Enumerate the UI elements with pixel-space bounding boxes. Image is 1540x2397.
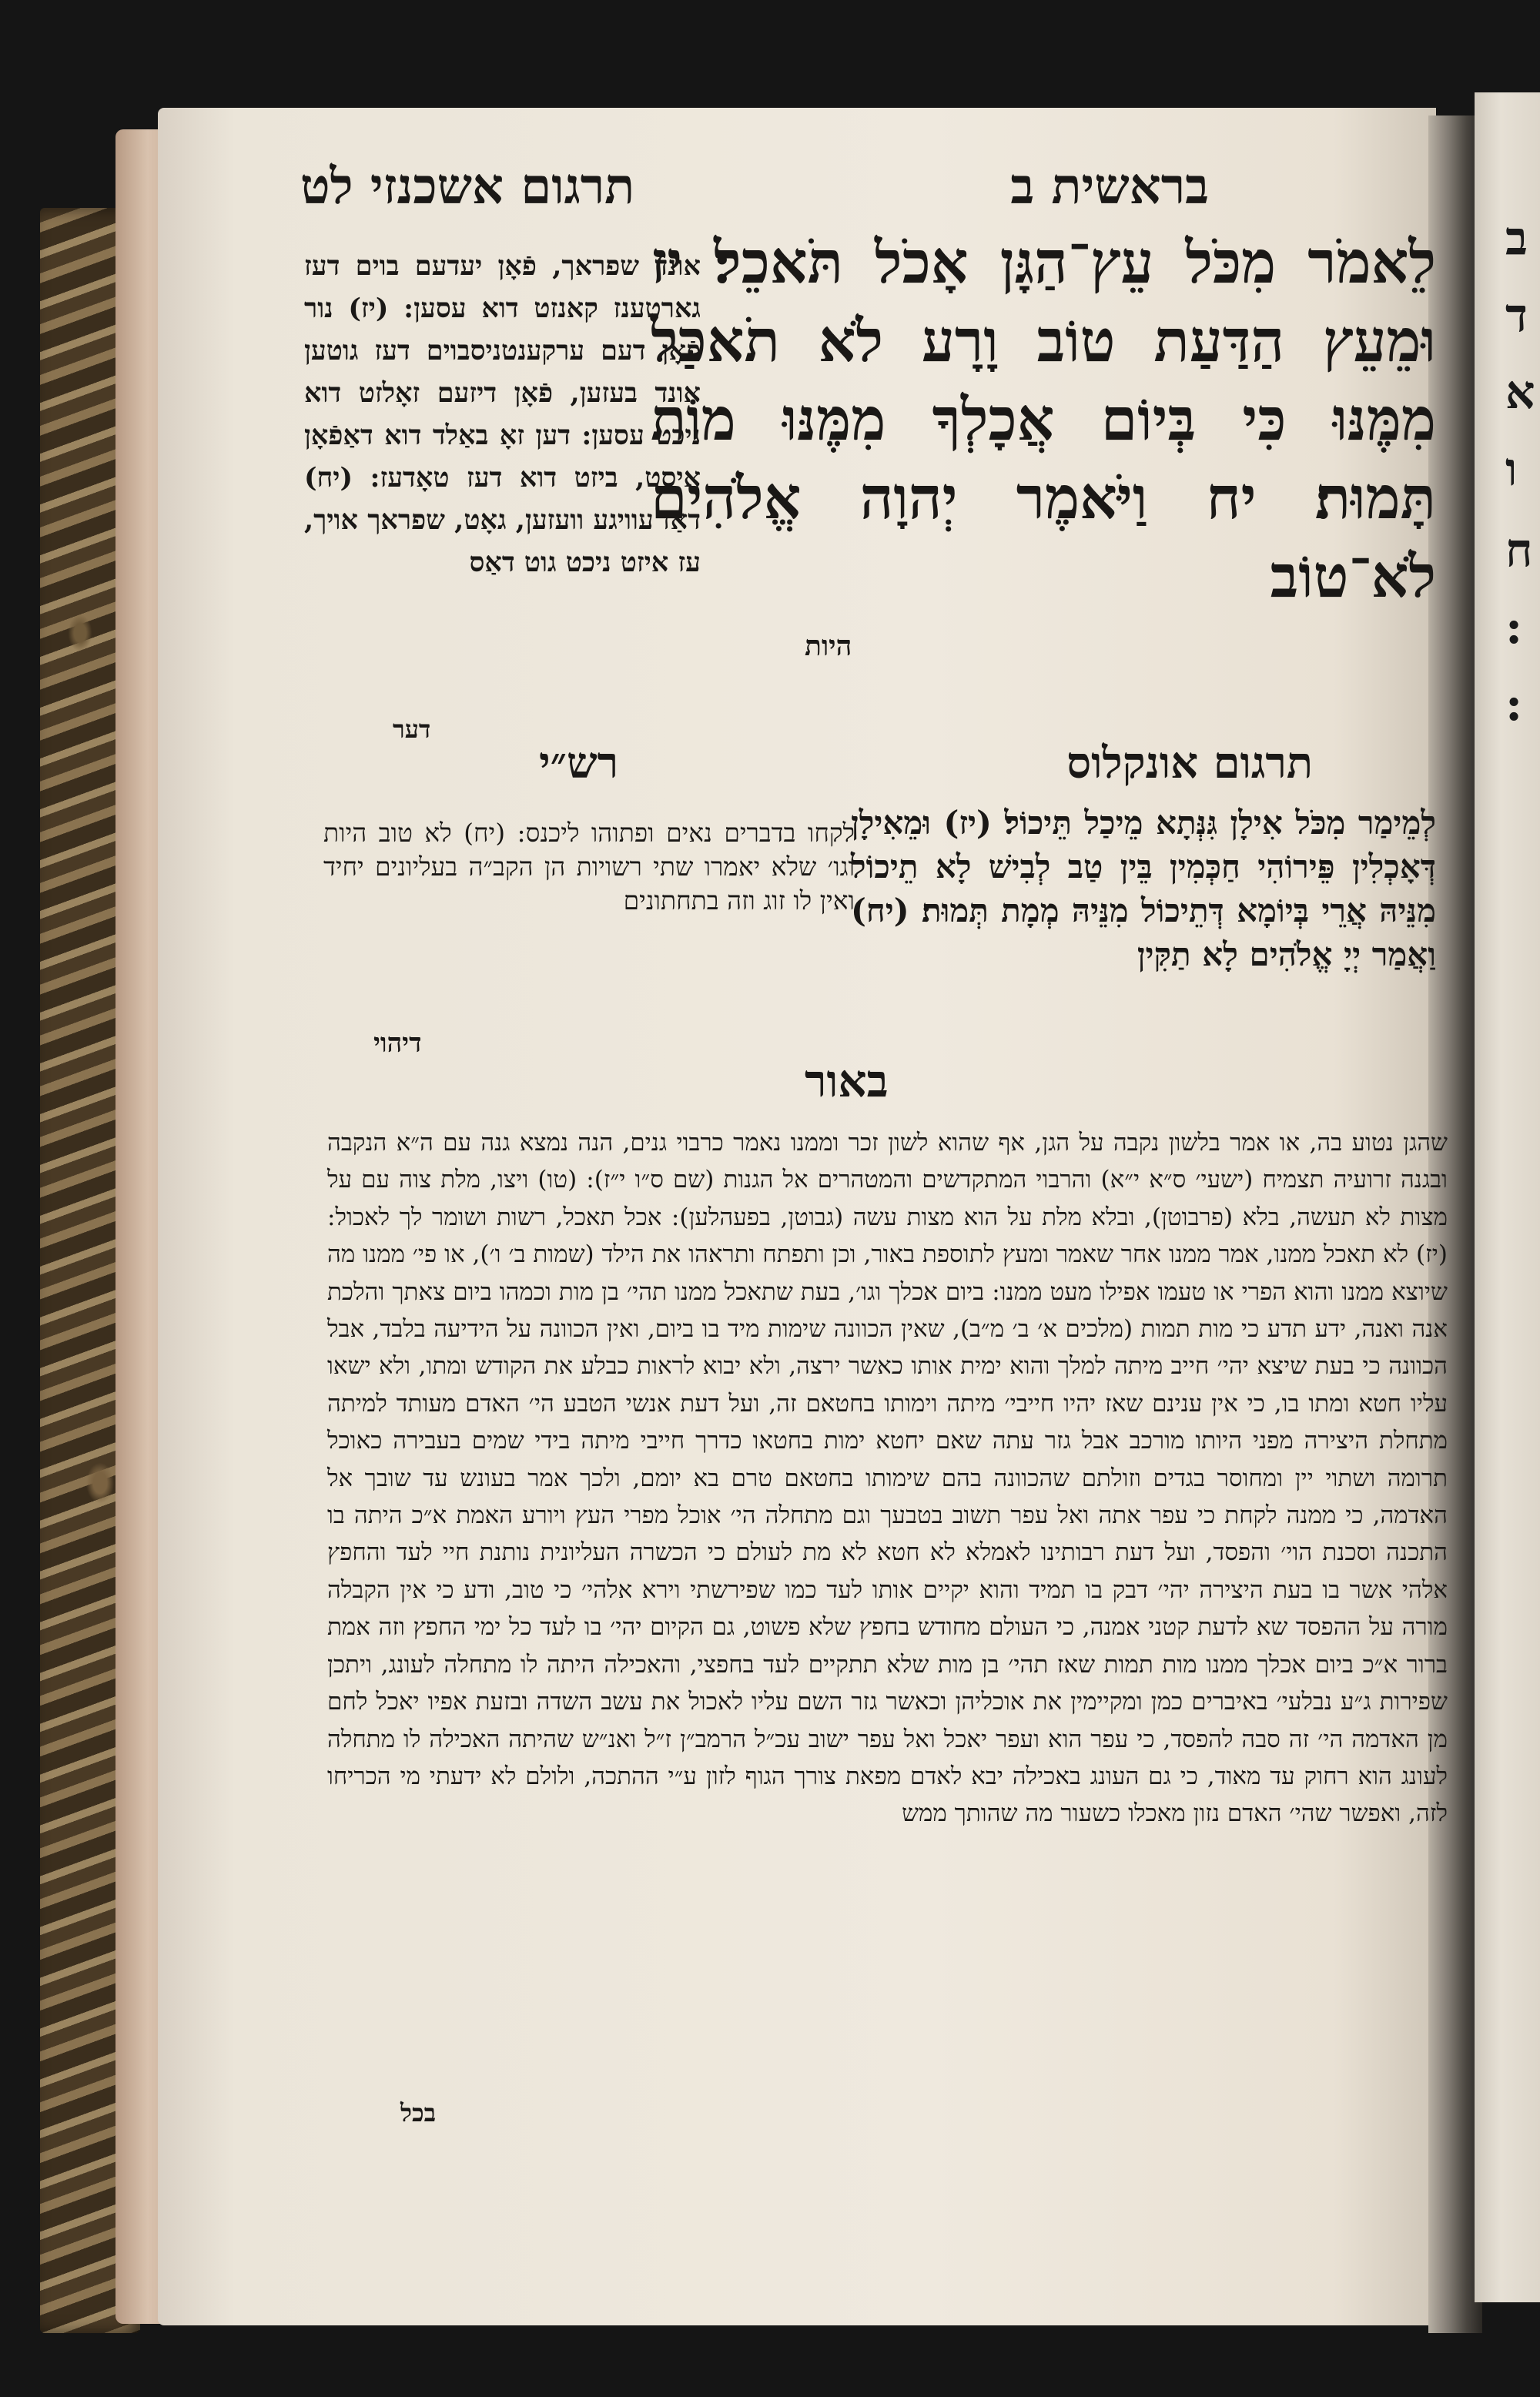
rashi-text: לקחו בדברים נאים ופתוהו ליכנס: (יח) לא טוב היות וגו׳ שלא יאמרו שתי רשויות הן הקב״ה בעליונים יחיד ואין לו זוג וזה בתחתונים xyxy=(323,818,855,916)
next-page-edge xyxy=(1475,92,1540,2302)
onkelos-text: לְמֵימַר מִכֹּל אִילָן גִּנְּתָא מֵיכַל תֵּיכוֹל׃ (יז) וּמֵאִילָן דְּאָכְלִין פֵּירוֹהִי חַכְּמִין בֵּין טַב לְבִישׁ לָא תֵיכוֹל מִנֵּיהּ אֲרֵי בְּיוֹמָא דְּתֵיכוֹל מִנֵּיהּ מְמָת תְּמוּת׃ (יח) וַאֲמַר יְיָ אֱלֹהִים לָא תַקִּין xyxy=(851,804,1436,973)
next-page-glyph: ד xyxy=(1505,289,1528,343)
catchword-yiddish: דער xyxy=(393,715,431,744)
biur-text: שהגן נטוע בה, או אמר בלשון נקבה על הגן, אף שהוא לשון זכר וממנו נאמר כרבוי גנים, הנה נמצא גנה עם ה״א הנקבה ובגנה זרועיה תצמיח (ישעי׳ ס״א י״א) והרבוי המתקדשים והמטהרים אל הגנות (שם ס״ו י״ז): (טו) ויצו, מלת צוה עם על מצות לא תעשה, בלא (פרבוטן), ובלא מלת על הוא מצות עשה (גבוטן, בפעהלען): אכל תאכל, רשות ושומר לך לאכול: (יז) לא תאכל ממנו, אמר ממנו אחר שאמר ומעץ לתוספת באור, וכן ותפתח ותראהו את הילד (שמות ב׳ ו׳), או פי׳ ממנו מה שיוצא ממנו והוא הפרי או טעמו אפילו מעט ממנו: ביום אכלך וגו׳, בעת שתאכל ממנו תהי׳ בן מות וכמהו ביום צאתך והלכת אנה ואנה, ידע תדע כי מות תמות (מלכים א׳ ב׳ מ״ב), שאין הכוונה שימות מיד בו ביום, ואין הכוונה על הידיעה בלבד, אבל הכוונה כי בעת שיצא יהי׳ חייב מיתה למלך והוא ימית אותו כאשר ירצה, ולא יבוא לראות כבלע את הקודש ומתו, ולא ישאו עליו חטא ומתו בו, כי אין ענינם שאז יהיו חייבי׳ מיתה וימותו בחטאם זה, ועל דעת אנשי הטבע הי׳ האדם מעותד למיתה מתחלת היצירה מפני היותו מורכב אבל גזר עתה שאם יחטא ימות בחטאו כדרך חייבי מיתה בידי שמים בעבירה כאוכל תרומה ושתוי יין ומחוסר בגדים וזולתם שהכוונה בהם שימותו בחטאם טרם בא יומם, ולכך אמר בעונש עד שובך אל האדמה, כי ממנה לקחת כי עפר אתה ואל עפר תשוב בטבעך וגם מתחלה הי׳ אוכל מפרי העץ ויורע האמת א״כ היתה בו התכנה וסכנת הוי׳ והפסד, ועל דעת רבותינו לאמלא לא חטא לא מת לעולם כי הכשרה העליונית נותנת חיי לעד והחפץ אלהי אשר בו בעת היצירה יהי׳ דבק בו תמיד והוא יקיים אותו לעד כמו שפירשתי וירא אלהי׳ כי טוב, ודע כי אין הקבלה מורה על ההפסד שא לדעת קטני אמנה, כי העולם מחודש בחפץ שלא פשוט, גם הקיום יהי׳ בו לעד כל ימי החפץ וזה אמת ברור א״כ ביום אכלך ממנו מות תמות שאז תהי׳ בן מות שלא תתקיים לעד בחפצי, והאכילה היתה לו מתחלה לעונג, ויתכן שפירות ג״ע נבלעי׳ באיברים כמן ומקיימין את אוכליהן וכאשר גזר השם עליו לאכול את עשב השדה ובזעת אפיו יאכל לחם מן האדמה הי׳ זה סבה להפסד, כי עפר הוא ועפר יאכל ואל עפר ישוב עכ״ל הרמב״ן ז״ל ואנ״ש שהיתה האכילה לו מתחלה לעונג הוא רחוק עד מאוד, כי גם העונג באכילה יבא לאדם מפאת צורך הגוף לזון ע״י ההתכה, ולולם לא ידעתי מי הכריחו לזה, ואפשר שהי׳ האדם נזון מאכלו כשעור מה שהותך ממש xyxy=(327,1129,1448,1828)
next-page-glyph: : xyxy=(1505,678,1523,731)
catchword-biur: בכל xyxy=(400,2098,437,2128)
next-page-glyph: א xyxy=(1505,366,1535,420)
next-page-glyph: ו xyxy=(1505,443,1518,497)
next-page-glyph: : xyxy=(1505,601,1523,654)
yiddish-translation: אונד שפראך, פֿאָן יעדעם בוים דעז גארטענז קאנזט דוא עסען: (יז) נור פֿאָן דעם ערקענטניסבוים דעז גוטען אונד בעזען, פֿאָן דיזעם זאָלזט דוא ניכט עסען: דען זאָ באַלד דוא דאַפֿאָן איסט, ביזט דוא דעז טאָדעז: (יח) דאַז עוויגע וועזען, גאָט, שפראך אויך, עז איזט ניכט גוט דאַס xyxy=(304,250,701,578)
catchword-onkelos: דיהוי xyxy=(373,1028,422,1059)
next-page-glyph: ח xyxy=(1505,524,1533,577)
header-book-title: בראשית ב xyxy=(1010,158,1209,216)
header-translation-title: תרגום אשכנזי לט xyxy=(300,158,635,216)
rashi-title: רש״י xyxy=(539,738,619,788)
next-page-glyph: ב xyxy=(1505,212,1528,266)
main-hebrew-text: לֵאמֹר מִכֹּל עֵץ־הַגָּן אָכֹל תֹּאכֵל׃ יז וּמֵעֵץ הַדַּעַת טוֹב וָרָע לֹא תֹאכַל מִמֶּנּוּ כִּי בְּיוֹם אֲכָלְךָ מִמֶּנּוּ מוֹת תָּמוּת׃ יח וַיֹּאמֶר יְהוָה אֱלֹהִים לֹא־טוֹב xyxy=(651,228,1436,611)
biur-title: באור xyxy=(805,1055,889,1107)
onkelos-title: תרגום אונקלוס xyxy=(1066,738,1313,788)
catchword-main: היות xyxy=(805,630,852,662)
